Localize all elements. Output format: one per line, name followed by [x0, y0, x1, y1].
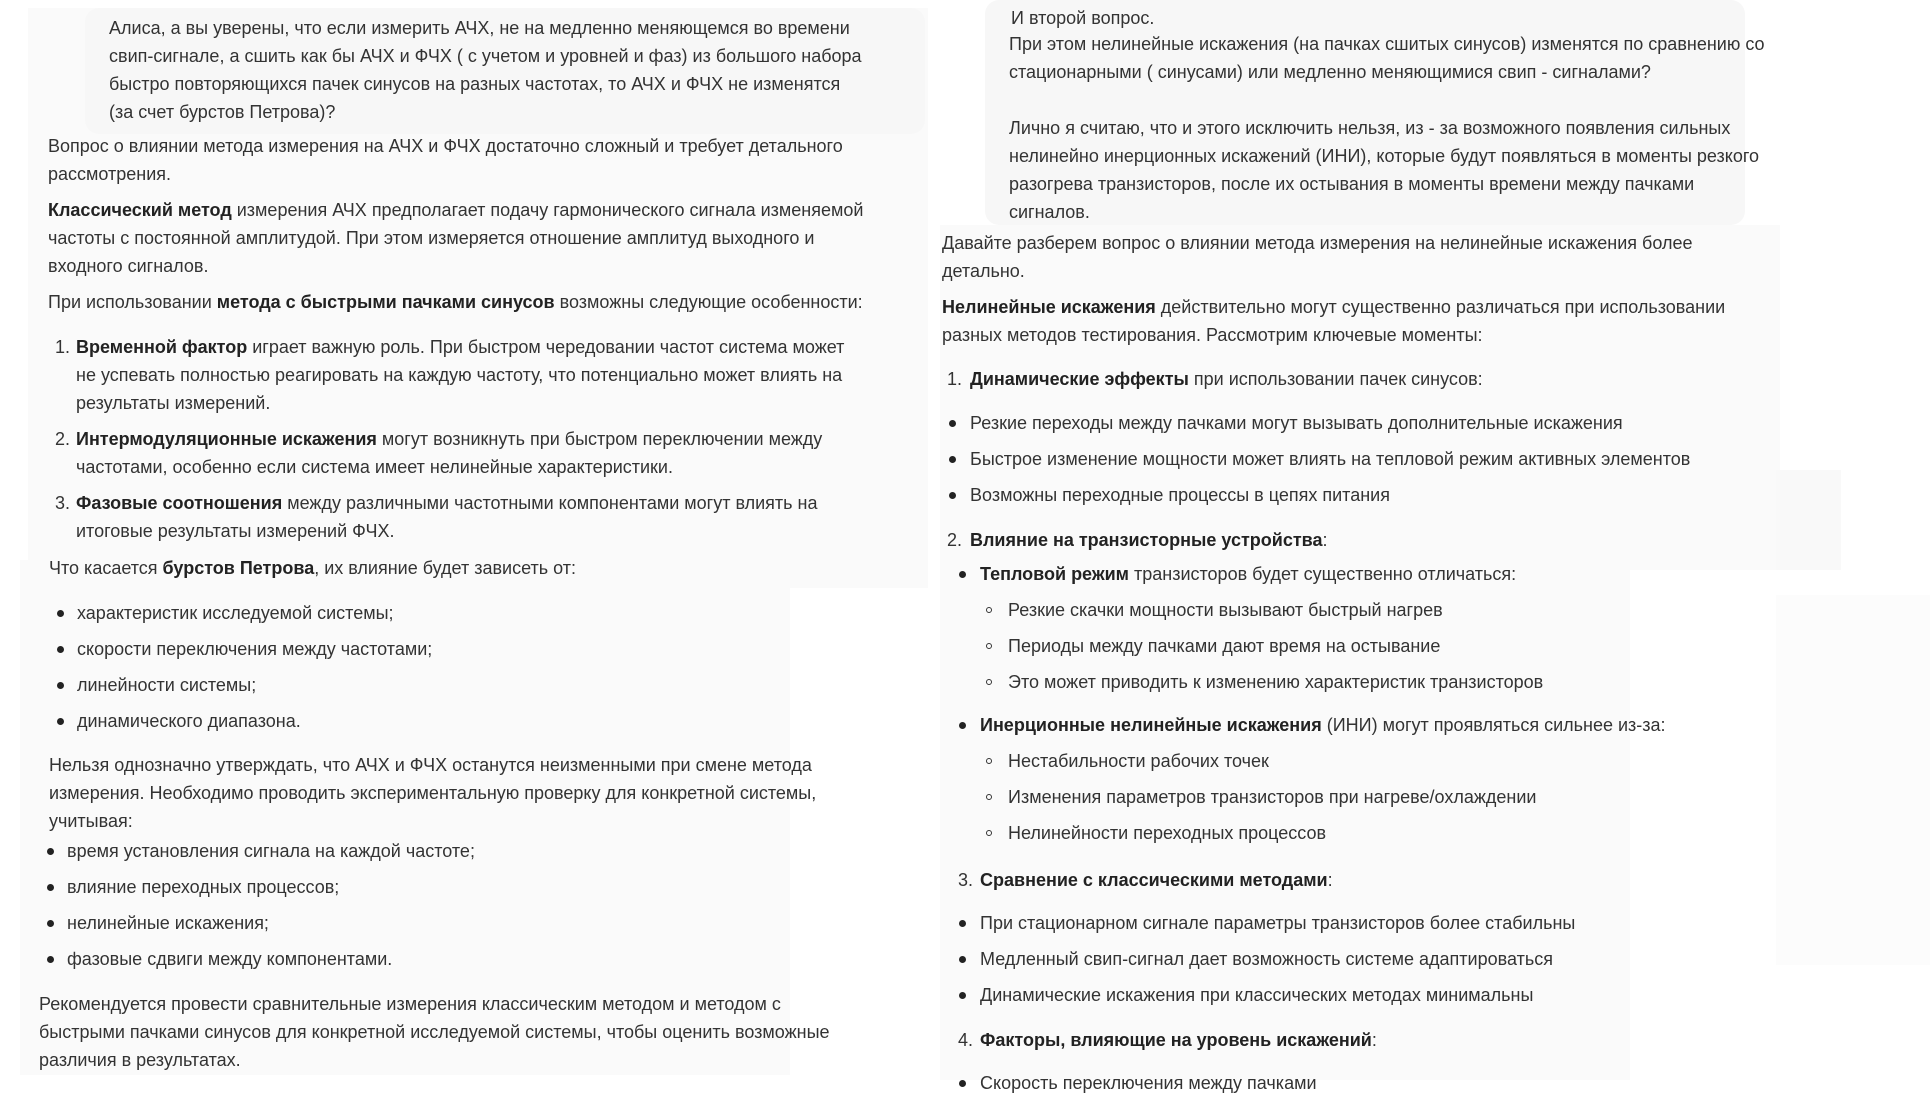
paragraph-text: при использовании пачек синусов:	[1188, 369, 1483, 389]
bullet-item-cut: Скорость переключения между пачками	[980, 1073, 1317, 1093]
bold-term: Фазовые соотношения	[76, 493, 283, 513]
list-number: 1.	[55, 337, 71, 357]
bullet	[959, 992, 966, 999]
question-line: нелинейно инерционных искажений (ИНИ), которые будут появляться в моменты резкого	[1009, 146, 1760, 166]
bold-term: Факторы, влияющие на уровень искажений	[980, 1030, 1372, 1050]
list-number: 4.	[958, 1030, 974, 1050]
bullet	[959, 1080, 966, 1087]
bold-term: метода с быстрыми пачками синусов	[216, 292, 555, 312]
bullet	[47, 884, 54, 891]
sub-bullet-item: Резкие скачки мощности вызывают быстрый нагрев	[1008, 600, 1443, 620]
answer-text: разных методов тестирования. Рассмотрим ключевые моменты:	[942, 325, 1483, 345]
bullet	[959, 956, 966, 963]
question-line: сигналов.	[1009, 202, 1090, 222]
bullet	[959, 920, 966, 927]
bold-term: Динамические эффекты	[970, 369, 1189, 389]
bullet-item: Резкие переходы между пачками могут вызывать дополнительные искажения	[970, 413, 1623, 433]
bold-term: Временной фактор	[76, 337, 248, 357]
bullet	[959, 571, 966, 578]
question-line: Алиса, а вы уверены, что если измерить АЧХ, не на медленно меняющемся во времени	[109, 18, 850, 38]
bullet-item: характеристик исследуемой системы;	[77, 603, 394, 623]
sub-bullet-item: Изменения параметров транзисторов при нагреве/охлаждении	[1008, 787, 1537, 807]
bullet-item: Возможны переходные процессы в цепях питания	[970, 485, 1390, 505]
bullet-item: Динамические искажения при классических методах минимальны	[980, 985, 1534, 1005]
answer-text: детально.	[942, 261, 1025, 281]
answer-text: быстрыми пачками синусов для конкретной исследуемой системы, чтобы оценить возможные	[39, 1022, 830, 1042]
bullet-item: нелинейные искажения;	[67, 913, 269, 933]
right-chat-panel	[940, 225, 1780, 570]
bullet	[47, 956, 54, 963]
list-number: 2.	[947, 530, 963, 550]
bullet-item: Медленный свип-сигнал дает возможность системе адаптироваться	[980, 949, 1553, 969]
answer-text: рассмотрения.	[48, 164, 172, 184]
question-line: При этом нелинейные искажения (на пачках сшитых синусов) изменятся по сравнению со	[1009, 34, 1765, 54]
paragraph-text: (ИНИ) могут проявляться сильнее из-за:	[1321, 715, 1666, 735]
list-item	[76, 333, 844, 361]
sub-bullet	[986, 830, 992, 836]
bold-term: Инерционные нелинейные искажения	[980, 715, 1322, 735]
sub-bullet-item: Нестабильности рабочих точек	[1008, 751, 1269, 771]
answer-text: входного сигналов.	[48, 256, 209, 276]
user-question-bubble	[85, 8, 925, 134]
sub-bullet	[986, 643, 992, 649]
bullet	[47, 920, 54, 927]
answer-text: различия в результатах.	[39, 1050, 241, 1070]
question-line: (за счет бурстов Петрова)?	[109, 102, 336, 122]
bullet	[949, 492, 956, 499]
bullet-item	[980, 560, 1516, 588]
answer-text: измерения. Необходимо проводить экспериментальную проверку для конкретной системы,	[49, 783, 817, 803]
bullet-item: фазовые сдвиги между компонентами.	[67, 949, 393, 969]
panel-fragment	[1776, 470, 1841, 570]
question-line: стационарными ( синусами) или медленно меняющимися свип - сигналами?	[1009, 62, 1651, 82]
question-line: быстро повторяющихся пачек синусов на разных частотах, то АЧХ и ФЧХ не изменятся	[109, 74, 841, 94]
bullet-item: время установления сигнала на каждой частоте;	[67, 841, 475, 861]
bullet	[47, 848, 54, 855]
list-number: 2.	[55, 429, 71, 449]
list-item-text: итоговые результаты измерений ФЧХ.	[76, 521, 395, 541]
answer-text: Вопрос о влиянии метода измерения на АЧХ и ФЧХ достаточно сложный и требует детального	[48, 136, 843, 156]
paragraph-text: Что касается	[49, 558, 163, 578]
sub-bullet	[986, 679, 992, 685]
bullet	[57, 646, 64, 653]
sub-bullet	[986, 758, 992, 764]
list-item	[970, 365, 1483, 393]
bullet	[57, 610, 64, 617]
paragraph-text: играет важную роль. При быстром чередовании частот система может	[247, 337, 845, 357]
paragraph-text: между различными частотными компонентами могут влиять на	[282, 493, 818, 513]
list-item-text: не успевать полностью реагировать на каждую частоту, что потенциально может влиять на	[76, 365, 843, 385]
answer-paragraph	[49, 554, 576, 582]
sub-bullet-item: Периоды между пачками дают время на остывание	[1008, 636, 1441, 656]
list-item	[76, 425, 822, 453]
bold-term: Тепловой режим	[980, 564, 1129, 584]
question-line: свип-сигнале, а сшить как бы АЧХ и ФЧХ ( с учетом и уровней и фаз) из большого набора	[109, 46, 862, 66]
answer-text: Рекомендуется провести сравнительные измерения классическим методом и методом с	[39, 994, 781, 1014]
user-question-bubble-2	[985, 0, 1765, 225]
bold-term: Классический метод	[48, 200, 232, 220]
bold-term: Влияние на транзисторные устройства	[970, 530, 1323, 550]
bullet-item: динамического диапазона.	[77, 711, 301, 731]
paragraph-text: возможны следующие особенности:	[554, 292, 863, 312]
question-line: Лично я считаю, что и этого исключить нельзя, из - за возможного появления сильных	[1009, 118, 1731, 138]
answer-text: Давайте разберем вопрос о влиянии метода измерения на нелинейные искажения более	[942, 233, 1693, 253]
paragraph-text: измерения АЧХ предполагает подачу гармонического сигнала изменяемой	[231, 200, 864, 220]
list-item	[970, 526, 1328, 554]
bullet	[959, 722, 966, 729]
bullet	[57, 682, 64, 689]
paragraph-text: , их влияние будет зависеть от:	[314, 558, 576, 578]
sub-bullet-item: Это может приводить к изменению характеристик транзисторов	[1008, 672, 1544, 692]
answer-text: Нельзя однозначно утверждать, что АЧХ и ФЧХ останутся неизменными при смене метода	[49, 755, 812, 775]
sub-bullet-item: Нелинейности переходных процессов	[1008, 823, 1327, 843]
answer-paragraph	[942, 293, 1725, 321]
list-number: 1.	[947, 369, 963, 389]
list-item	[76, 489, 818, 517]
paragraph-text: транзисторов будет существенно отличаться:	[1128, 564, 1517, 584]
bullet	[57, 718, 64, 725]
bullet-item: линейности системы;	[77, 675, 257, 695]
answer-paragraph	[48, 288, 863, 316]
answer-paragraph	[48, 196, 863, 224]
panel-fragment-right	[1776, 595, 1930, 965]
bullet-item: Быстрое изменение мощности может влиять на тепловой режим активных элементов	[970, 449, 1691, 469]
bullet-item	[980, 711, 1666, 739]
paragraph-text: могут возникнуть при быстром переключении между	[376, 429, 823, 449]
paragraph-text: действительно могут существенно различаться при использовании	[1155, 297, 1726, 317]
bullet-item: При стационарном сигнале параметры транзисторов более стабильны	[980, 913, 1576, 933]
bold-term: Нелинейные искажения	[942, 297, 1156, 317]
bold-term: бурстов Петрова	[162, 558, 315, 578]
bullet	[949, 420, 956, 427]
paragraph-text: :	[1371, 1030, 1377, 1050]
list-item	[980, 1026, 1377, 1054]
list-number: 3.	[958, 870, 974, 890]
bullet-item: влияние переходных процессов;	[67, 877, 340, 897]
list-number: 3.	[55, 493, 71, 513]
answer-text: частоты с постоянной амплитудой. При этом измеряется отношение амплитуд выходного и	[48, 228, 815, 248]
paragraph-text: :	[1322, 530, 1328, 550]
paragraph-text: При использовании	[48, 292, 217, 312]
list-item-text: частотами, особенно если система имеет нелинейные характеристики.	[76, 457, 673, 477]
bullet	[949, 456, 956, 463]
bold-term: Интермодуляционные искажения	[76, 429, 377, 449]
paragraph-text: :	[1327, 870, 1333, 890]
question-line: разогрева транзисторов, после их остывания в моменты времени между пачками	[1009, 174, 1695, 194]
sub-bullet	[986, 607, 992, 613]
bullet-item: скорости переключения между частотами;	[77, 639, 433, 659]
list-item-text: результаты измерений.	[76, 393, 271, 413]
question-line: И второй вопрос.	[1011, 8, 1155, 28]
answer-text: учитывая:	[49, 811, 133, 831]
list-item	[980, 866, 1333, 894]
bold-term: Сравнение с классическими методами	[980, 870, 1328, 890]
sub-bullet	[986, 794, 992, 800]
